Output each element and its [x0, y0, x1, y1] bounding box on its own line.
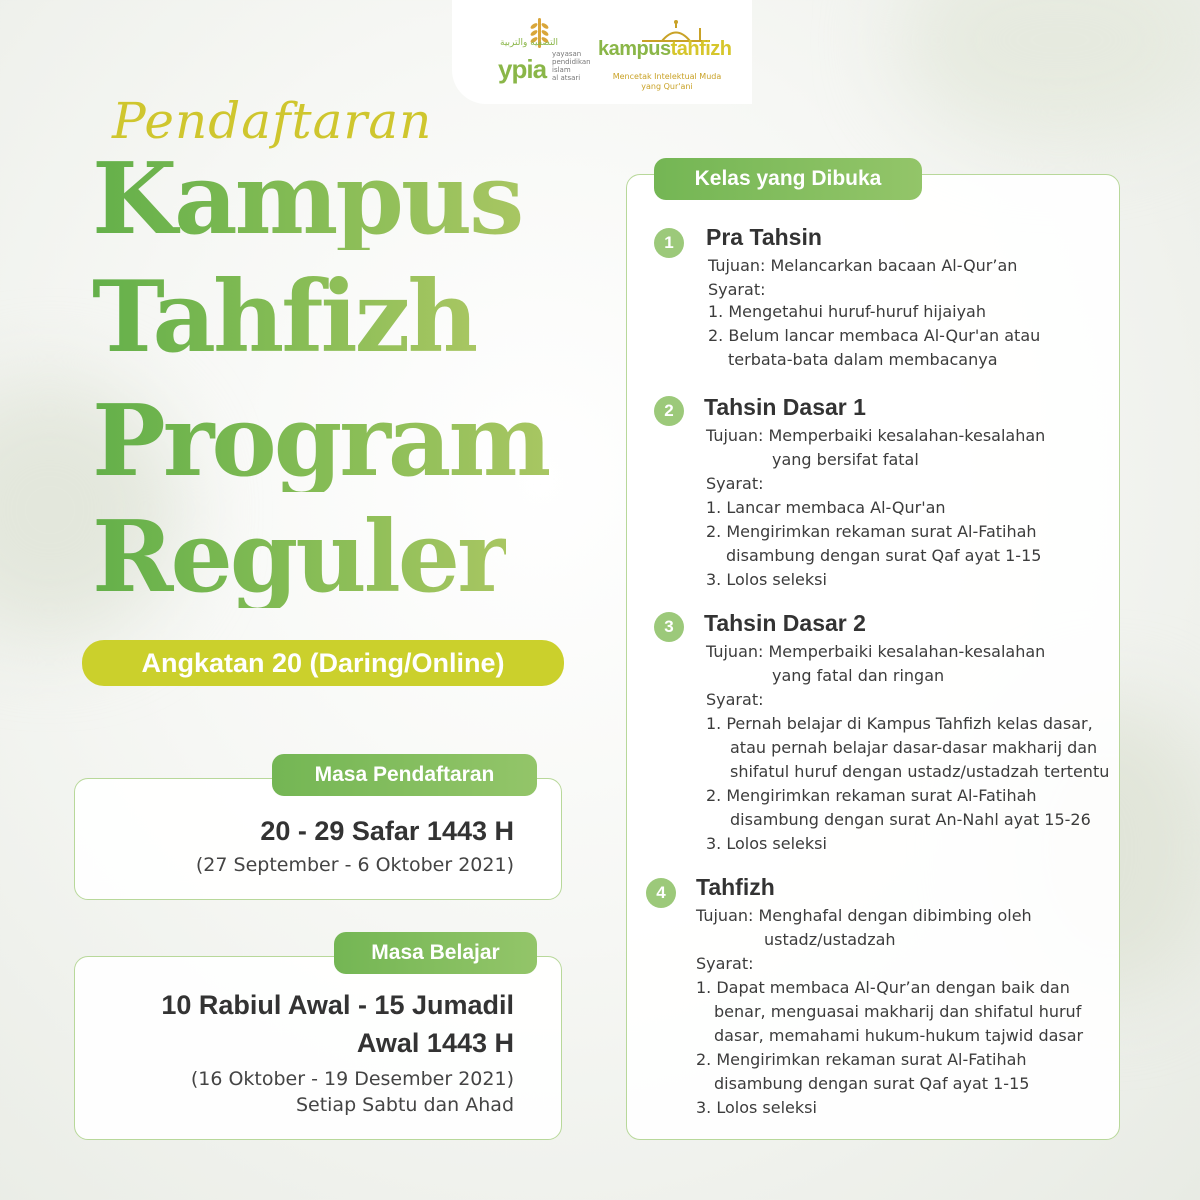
ypia-logo-text: ypia [498, 54, 547, 84]
class-requirements-label: Syarat: [708, 280, 766, 299]
ypia-subtitle: yayasan pendidikan islam al atsari [552, 50, 591, 82]
script-heading: Pendaftaran [112, 92, 433, 150]
class-number-badge: 2 [654, 396, 684, 426]
class-requirements-label: Syarat: [696, 954, 754, 973]
kampus-tahfizh-logo: kampustahfizh [598, 38, 732, 60]
ypia-arabic-name: التصفية والتربية [500, 38, 559, 48]
class-requirement: disambung dengan surat Qaf ayat 1-15 [714, 1074, 1030, 1093]
class-requirement: 2. Mengirimkan rekaman surat Al-Fatihah [706, 786, 1037, 805]
registration-gregorian: (27 September - 6 Oktober 2021) [195, 854, 514, 876]
class-requirement: 2. Mengirimkan rekaman surat Al-Fatihah [706, 522, 1037, 541]
class-requirement: 2. Mengirimkan rekaman surat Al-Fatihah [696, 1050, 1027, 1069]
registration-hijri: 20 - 29 Safar 1443 H [260, 816, 514, 846]
class-requirement: 2. Belum lancar membaca Al-Qur'an atau [708, 326, 1041, 345]
class-goal: Tujuan: Melancarkan bacaan Al-Qur’an [708, 256, 1018, 275]
class-number-badge: 3 [654, 612, 684, 642]
class-requirement: 3. Lolos seleksi [706, 834, 827, 853]
title-line: Reguler [92, 500, 506, 615]
class-requirement: atau pernah belajar dasar-dasar makharij dan [730, 738, 1098, 757]
class-title: Tahsin Dasar 2 [704, 610, 866, 636]
class-requirement: dasar, memahami hukum-hukum tajwid dasar [714, 1026, 1084, 1045]
class-requirements-label: Syarat: [706, 690, 764, 709]
kampus-tahfizh-tagline: Mencetak Intelektual Muda yang Qur'ani [612, 72, 722, 91]
title-line: Kampus [92, 142, 522, 257]
class-requirement: 1. Pernah belajar di Kampus Tahfizh kelas dasar, [706, 714, 1093, 733]
class-requirement: terbata-bata dalam membacanya [728, 350, 998, 369]
study-hijri: Awal 1443 H [356, 1028, 514, 1058]
class-requirement: 1. Dapat membaca Al-Qur’an dengan baik dan [696, 978, 1070, 997]
registration-label: Masa Pendaftaran [272, 754, 537, 796]
class-title: Tahfizh [696, 874, 775, 900]
class-requirement: 1. Lancar membaca Al-Qur'an [706, 498, 946, 517]
class-goal: yang fatal dan ringan [772, 666, 945, 685]
class-requirement: disambung dengan surat An-Nahl ayat 15-26 [730, 810, 1091, 829]
class-requirement: benar, menguasai makharij dan shifatul huruf [714, 1002, 1082, 1021]
batch-badge: Angkatan 20 (Daring/Online) [82, 640, 564, 686]
class-goal: Tujuan: Memperbaiki kesalahan-kesalahan [706, 426, 1046, 445]
class-requirement: 3. Lolos seleksi [696, 1098, 817, 1117]
study-label: Masa Belajar [334, 932, 537, 974]
class-goal: ustadz/ustadzah [764, 930, 896, 949]
classes-label: Kelas yang Dibuka [654, 158, 922, 200]
class-requirement: shifatul huruf dengan ustadz/ustadzah tertentu [730, 762, 1110, 781]
title-line: Program [92, 384, 550, 499]
class-requirement: 1. Mengetahui huruf-huruf hijaiyah [708, 302, 986, 321]
class-number-badge: 4 [646, 878, 676, 908]
class-requirement: 3. Lolos seleksi [706, 570, 827, 589]
study-schedule: Setiap Sabtu dan Ahad [295, 1094, 514, 1116]
class-goal: Tujuan: Memperbaiki kesalahan-kesalahan [706, 642, 1046, 661]
class-requirement: disambung dengan surat Qaf ayat 1-15 [726, 546, 1042, 565]
study-gregorian: (16 Oktober - 19 Desember 2021) [190, 1068, 514, 1090]
title-line: Tahfizh [92, 260, 476, 375]
class-title: Tahsin Dasar 1 [704, 394, 866, 420]
class-goal: Tujuan: Menghafal dengan dibimbing oleh [696, 906, 1032, 925]
background-blur [900, 0, 1200, 140]
class-requirements-label: Syarat: [706, 474, 764, 493]
class-number-badge: 1 [654, 228, 684, 258]
class-title: Pra Tahsin [706, 224, 822, 250]
class-goal: yang bersifat fatal [772, 450, 919, 469]
study-hijri: 10 Rabiul Awal - 15 Jumadil [161, 990, 514, 1020]
